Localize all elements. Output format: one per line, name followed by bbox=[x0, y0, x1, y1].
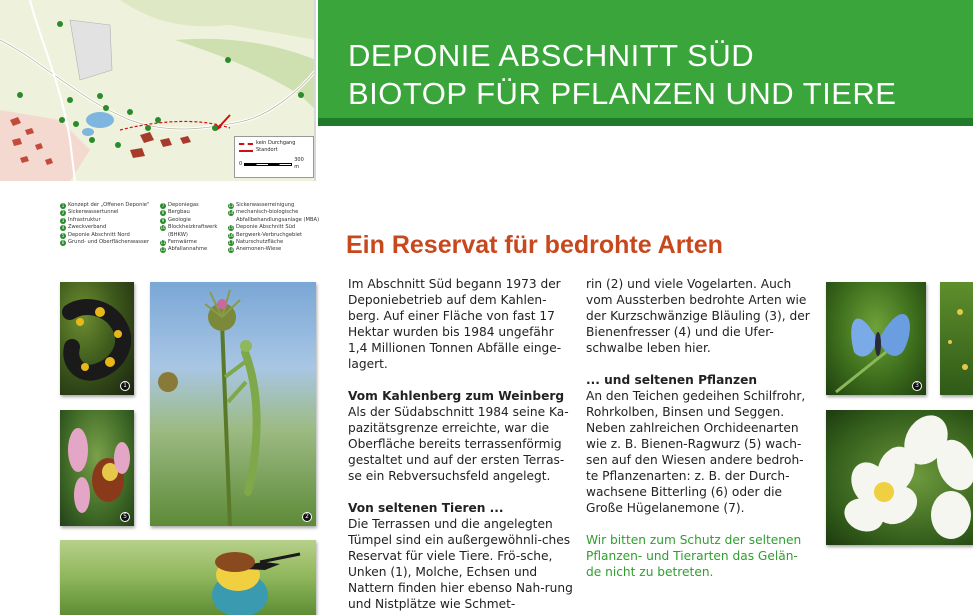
map-legend bbox=[234, 136, 314, 178]
list-item: 8 Bergbau bbox=[161, 209, 190, 216]
paragraph: rin (2) und viele Vogelarten. Auch vom Aussterben bedrohte Arten wie der Kurzschwänzige Bläuling (3), der Bienenfresser (4) und die Ufer-schwalbe leben hier. bbox=[586, 277, 810, 355]
list-item: 7 Deponiegas bbox=[161, 202, 199, 208]
list-item: 16 Bergwerk-Verbruchgebiet bbox=[228, 231, 302, 238]
list-item: 10 Blockheizkraftwerk (BHKW) bbox=[160, 224, 218, 238]
dashed-line-icon bbox=[239, 143, 253, 145]
photo-number-badge: 2 bbox=[302, 512, 312, 522]
list-item: 3 Infrastruktur bbox=[61, 216, 101, 223]
photo-praying-mantis bbox=[150, 282, 316, 526]
list-item: 13 Sickerwasserreinigung bbox=[228, 202, 295, 208]
list-item: 12 Abfallannahme bbox=[160, 246, 208, 253]
subheading: ... und seltenen Pflanzen bbox=[586, 373, 758, 387]
list-item: 4 Zweckverband bbox=[61, 224, 107, 231]
arrow-icon bbox=[239, 150, 253, 152]
photo-number-badge: 3 bbox=[912, 381, 922, 391]
photo-bee-orchid bbox=[60, 410, 134, 526]
list-item: 5 Deponie Abschnitt Nord bbox=[61, 231, 130, 238]
list-item: 18 Anemonen-Wiese bbox=[228, 246, 282, 253]
title-line-2: BIOTOP FÜR PFLANZEN UND TIERE bbox=[348, 76, 897, 111]
paragraph: Als der Südabschnitt 1984 seine Ka-pazitätsgrenze erreichte, war die Oberfläche bereits terrassenförmig gestaltet und auf der ersten Terras-se ein Rebversuchsfeld angelegt. bbox=[348, 405, 569, 483]
list-item: 9 Geologie bbox=[161, 216, 191, 223]
paragraph: An den Teichen gedeihen Schilfrohr, Rohrkolben, Binsen und Seggen. Neben zahlreichen Orchideenarten wie z. B. Bienen-Ragwurz (5) wach-sen auf den Wiesen andere bedroh-te Pflanzenarten: z. B. der Durch-wachsene Bitterling (6) oder die Große Hügelanemone (7). bbox=[586, 389, 806, 515]
list-item: 11 Fernwärme bbox=[160, 239, 197, 246]
article-headline: Ein Reservat für bedrohte Arten bbox=[346, 231, 723, 259]
legend-no-passage: kein Durchgang bbox=[239, 140, 309, 147]
photo-number-badge: 5 bbox=[120, 512, 130, 522]
subheading: Von seltenen Tieren ... bbox=[348, 501, 504, 515]
list-item: 2 Sickerwassertunnel bbox=[61, 209, 119, 216]
list-item: 6 Grund- und Oberflächenwasser bbox=[61, 239, 149, 246]
paragraph: Die Terrassen und die angelegten Tümpel sind ein außergewöhnli-ches Reservat für viele Tiere. Frö-sche, Unken (1), Molche, Echsen und Nattern finden hier ebenso Nah-rung und Nistplätze wie Schmet- bbox=[348, 517, 573, 611]
photo-blue-butterfly bbox=[826, 282, 926, 395]
article-column-left bbox=[348, 276, 574, 615]
article-column-right bbox=[586, 276, 812, 596]
title-banner-stripe bbox=[318, 118, 973, 126]
list-item: 14 mechanisch-biologische Abfallbehandlungsanlage (MBA) bbox=[228, 209, 320, 223]
list-item: 17 Naturschutzfläche bbox=[228, 239, 284, 246]
scale-bar: 0 300 m bbox=[239, 157, 304, 170]
photo-fire-salamander bbox=[60, 282, 134, 395]
title-line-1: DEPONIE ABSCHNITT SÜD bbox=[348, 38, 755, 73]
photo-anemone bbox=[826, 410, 973, 545]
paragraph: Im Abschnitt Süd begann 1973 der Deponiebetrieb auf dem Kahlen-berg. Auf einer Fläche von fast 17 Hektar wurden bis 1984 ungefähr 1,4 Millionen Tonnen Abfälle einge-lagert. bbox=[348, 277, 562, 371]
legend-location: Standort bbox=[239, 147, 309, 154]
index-column-2 bbox=[160, 202, 228, 254]
list-item: 1 Konzept der „Offenen Deponie" bbox=[61, 202, 150, 208]
subheading: Vom Kahlenberg zum Weinberg bbox=[348, 389, 565, 403]
index-column-3 bbox=[228, 202, 328, 254]
photo-meadow bbox=[940, 282, 973, 395]
site-map bbox=[0, 0, 316, 181]
map-index bbox=[60, 202, 330, 254]
photo-bee-eater bbox=[60, 540, 316, 615]
index-column-1 bbox=[60, 202, 160, 254]
protection-note: Wir bitten zum Schutz der seltenen Pflanzen- und Tierarten das Gelän-de nicht zu betreten. bbox=[586, 533, 802, 579]
photo-number-badge: 1 bbox=[120, 381, 130, 391]
list-item: 15 Deponie Abschnitt Süd bbox=[228, 224, 296, 231]
title-banner bbox=[318, 0, 973, 118]
